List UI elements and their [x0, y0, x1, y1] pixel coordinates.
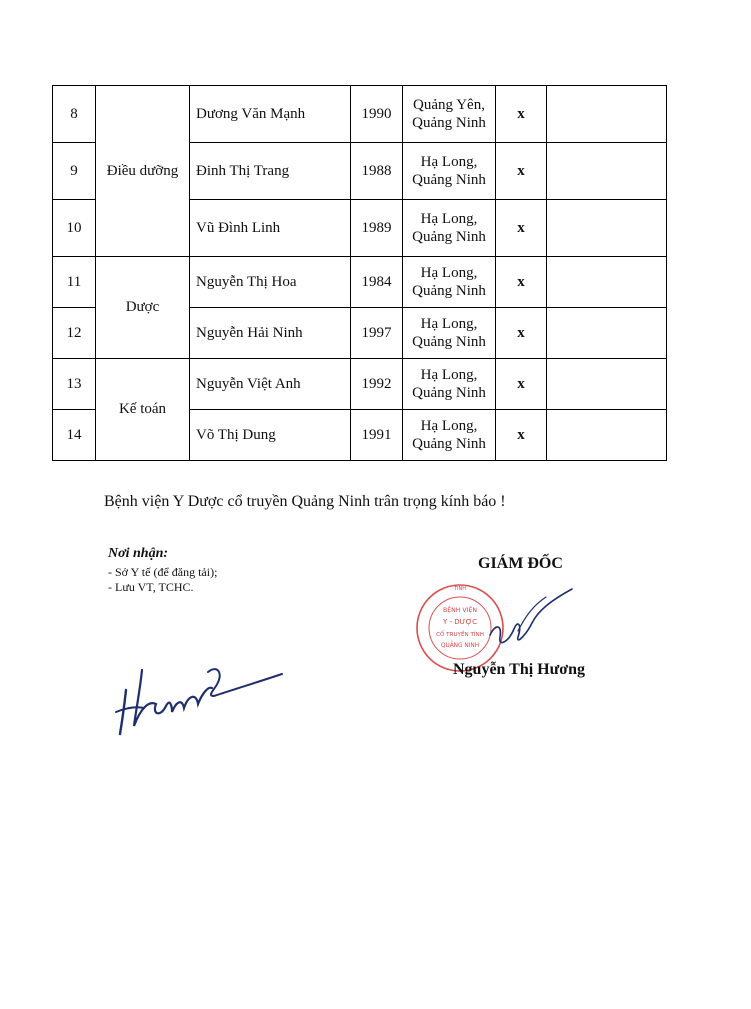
row-number: 12: [53, 308, 96, 359]
row-number: 13: [53, 359, 96, 410]
staff-table: [52, 85, 667, 461]
table-row: [53, 257, 667, 308]
hometown-line2: Quảng Ninh: [412, 115, 486, 131]
recipient-item: - Lưu VT, TCHC.: [108, 580, 194, 594]
check-mark: x: [496, 308, 547, 359]
birth-year: 1992: [351, 359, 403, 410]
recipient-item: - Sở Y tế (để đăng tải);: [108, 565, 218, 579]
stamp-line: CỔ TRUYỀN TỈNH: [436, 632, 484, 638]
hometown-line1: Hạ Long,: [420, 367, 478, 383]
row-number: 10: [53, 200, 96, 257]
initial-signature: [112, 650, 292, 742]
director-signature: [488, 585, 580, 655]
stamp-ring-text: TỈNH: [453, 586, 467, 592]
note-cell: [547, 143, 667, 200]
staff-name: Vũ Đình Linh: [190, 200, 351, 257]
note-cell: [547, 200, 667, 257]
hometown-line1: Hạ Long,: [420, 316, 478, 332]
department-cell: Dược: [96, 257, 190, 359]
birth-year: 1984: [351, 257, 403, 308]
birth-year: 1990: [351, 86, 403, 143]
hometown: [403, 257, 496, 308]
hometown-line2: Quảng Ninh: [412, 385, 486, 401]
hometown: [403, 410, 496, 461]
hometown-line2: Quảng Ninh: [412, 229, 486, 245]
director-name: Nguyễn Thị Hương: [453, 661, 585, 678]
recipients-title: Nơi nhận:: [108, 546, 169, 561]
table-row: [53, 359, 667, 410]
hometown-line1: Quảng Yên,: [413, 97, 485, 113]
check-mark: x: [496, 359, 547, 410]
note-cell: [547, 359, 667, 410]
hometown: [403, 200, 496, 257]
row-number: 11: [53, 257, 96, 308]
hometown-line2: Quảng Ninh: [412, 436, 486, 452]
hometown-line2: Quảng Ninh: [412, 283, 486, 299]
table-row: [53, 86, 667, 143]
stamp-line: BỆNH VIỆN: [443, 607, 477, 614]
hometown: [403, 143, 496, 200]
department-cell: Kế toán: [96, 359, 190, 461]
note-cell: [547, 410, 667, 461]
director-title: GIÁM ĐỐC: [478, 555, 563, 572]
staff-name: Dương Văn Mạnh: [190, 86, 351, 143]
check-mark: x: [496, 143, 547, 200]
check-mark: x: [496, 200, 547, 257]
hometown: [403, 308, 496, 359]
hometown-line1: Hạ Long,: [420, 211, 478, 227]
row-number: 14: [53, 410, 96, 461]
hometown-line2: Quảng Ninh: [412, 172, 486, 188]
note-cell: [547, 86, 667, 143]
staff-name: Đinh Thị Trang: [190, 143, 351, 200]
birth-year: 1991: [351, 410, 403, 461]
hometown-line1: Hạ Long,: [420, 265, 478, 281]
birth-year: 1988: [351, 143, 403, 200]
closing-statement: Bệnh viện Y Dược cổ truyền Quảng Ninh trân trọng kính báo !: [104, 493, 506, 510]
row-number: 8: [53, 86, 96, 143]
note-cell: [547, 308, 667, 359]
stamp-line: QUẢNG NINH: [440, 643, 480, 649]
staff-name: Võ Thị Dung: [190, 410, 351, 461]
hometown: [403, 86, 496, 143]
note-cell: [547, 257, 667, 308]
row-number: 9: [53, 143, 96, 200]
hometown-line2: Quảng Ninh: [412, 334, 486, 350]
check-mark: x: [496, 86, 547, 143]
check-mark: x: [496, 257, 547, 308]
staff-name: Nguyễn Việt Anh: [190, 359, 351, 410]
stamp-line: Y - DƯỢC: [443, 618, 477, 626]
staff-name: Nguyễn Hải Ninh: [190, 308, 351, 359]
department-cell: Điều dưỡng: [96, 86, 190, 257]
hometown-line1: Hạ Long,: [420, 418, 478, 434]
birth-year: 1997: [351, 308, 403, 359]
birth-year: 1989: [351, 200, 403, 257]
hometown-line1: Hạ Long,: [420, 154, 478, 170]
hometown: [403, 359, 496, 410]
check-mark: x: [496, 410, 547, 461]
staff-name: Nguyễn Thị Hoa: [190, 257, 351, 308]
